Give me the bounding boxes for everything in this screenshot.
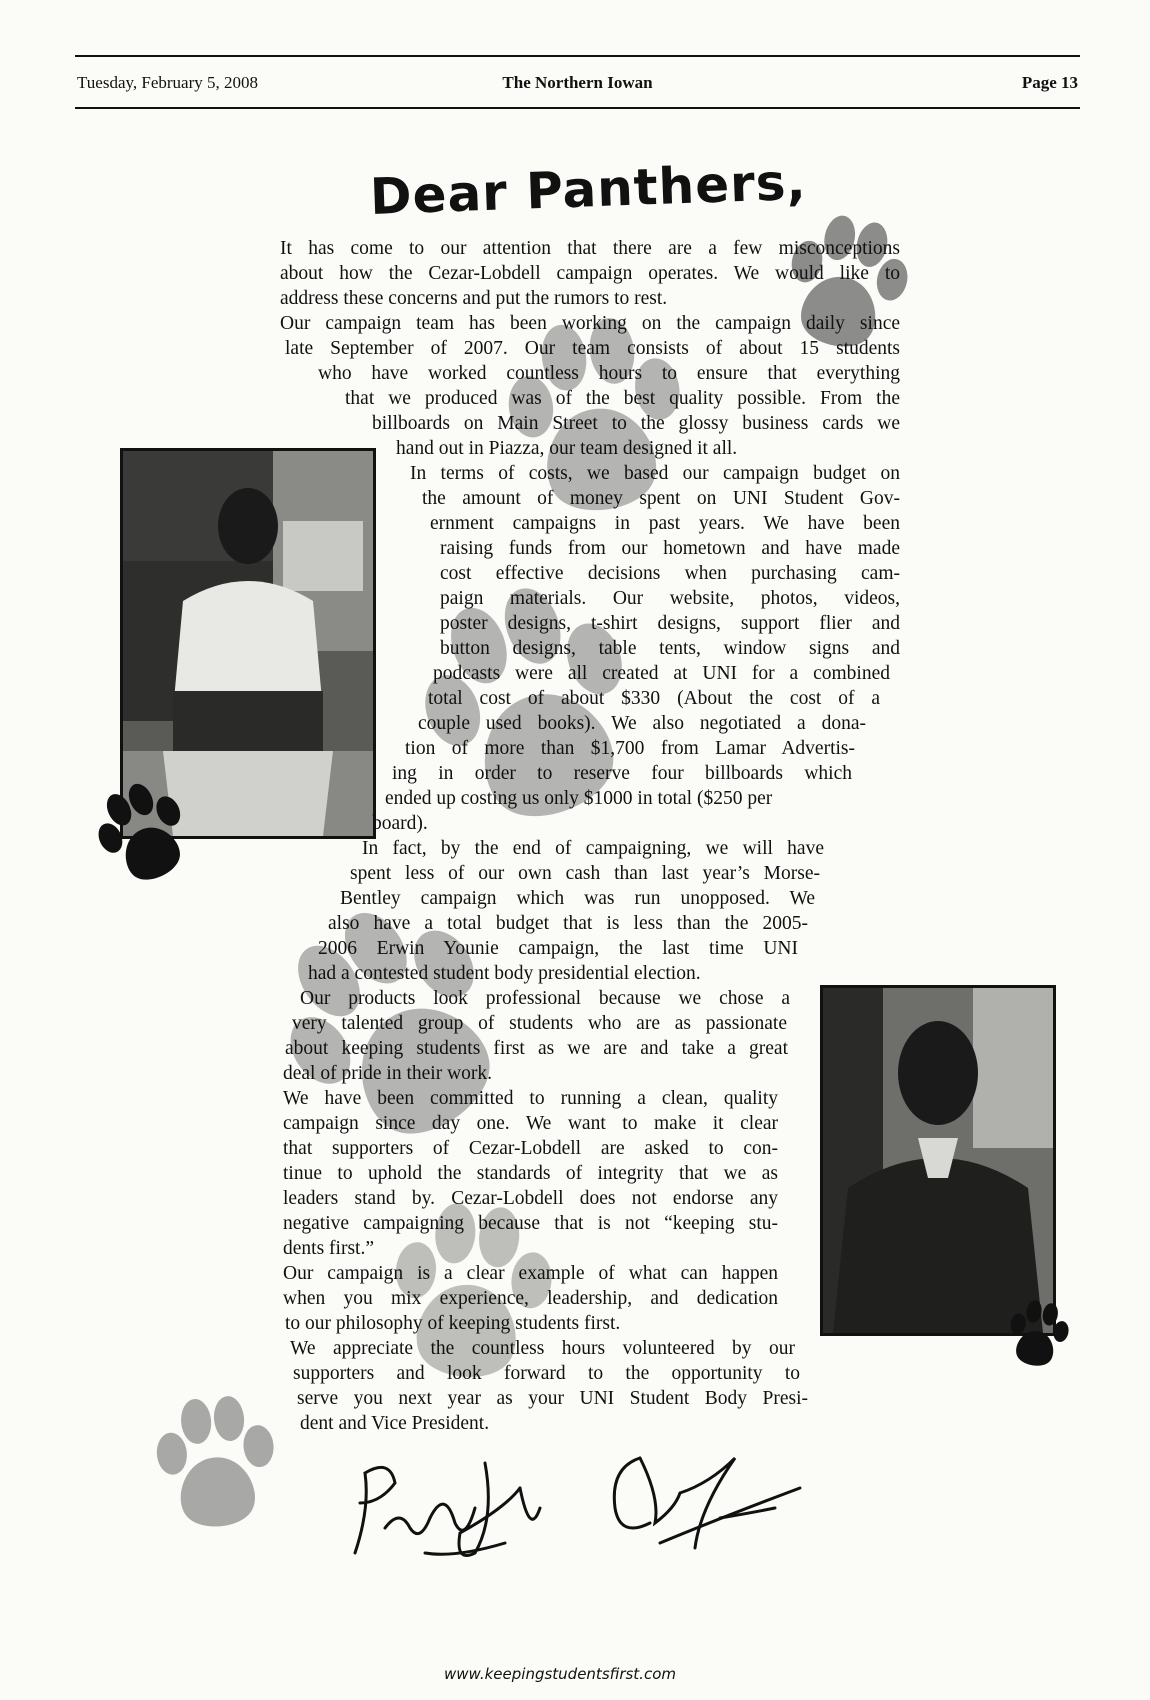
page-number: Page 13 bbox=[1021, 73, 1078, 92]
body-line: that we produced was of the best quality possible. From the bbox=[345, 388, 900, 409]
paw-print-icon bbox=[994, 1289, 1082, 1381]
body-line: dent and Vice President. bbox=[300, 1413, 490, 1434]
body-line: campaign since day one. We want to make it clear bbox=[283, 1113, 778, 1134]
body-line: who have worked countless hours to ensure that everything bbox=[318, 363, 900, 384]
body-line: Our campaign is a clear example of what can happen bbox=[283, 1263, 778, 1284]
body-line: podcasts were all created at UNI for a combined bbox=[433, 663, 890, 684]
body-line: raising funds from our hometown and have made bbox=[440, 538, 900, 559]
body-line: very talented group of students who are as passionate bbox=[292, 1013, 787, 1034]
candidate-photo bbox=[820, 985, 1056, 1336]
body-line: Our products look professional because we chose a bbox=[300, 988, 790, 1009]
body-line: supporters and look forward to the opportunity to bbox=[293, 1363, 800, 1384]
body-line: In fact, by the end of campaigning, we will have bbox=[362, 838, 824, 859]
body-line: ernment campaigns in past years. We have been bbox=[430, 513, 900, 534]
body-line: board). bbox=[372, 813, 428, 834]
body-line: hand out in Piazza, our team designed it all. bbox=[396, 438, 738, 459]
body-line: couple used books). We also negotiated a dona- bbox=[418, 713, 866, 734]
body-line: address these concerns and put the rumors to rest. bbox=[280, 288, 668, 309]
body-line: poster designs, t-shirt designs, support flier and bbox=[440, 613, 900, 634]
body-line: also have a total budget that is less than the 2005- bbox=[328, 913, 808, 934]
body-line: It has come to our attention that there are a few misconceptions bbox=[280, 238, 900, 259]
signature-lobdell bbox=[600, 1438, 810, 1563]
body-line: dents first.” bbox=[283, 1238, 374, 1259]
body-line: cost effective decisions when purchasing cam- bbox=[440, 563, 900, 584]
greeting-headline: Dear Panthers, bbox=[368, 152, 808, 226]
body-line: leaders stand by. Cezar-Lobdell does not endorse any bbox=[283, 1188, 778, 1209]
body-line: Our campaign team has been working on the campaign daily since bbox=[280, 313, 900, 334]
body-line: In terms of costs, we based our campaign budget on bbox=[410, 463, 900, 484]
body-line: serve you next year as your UNI Student Body Presi- bbox=[297, 1388, 808, 1409]
issue-date: Tuesday, February 5, 2008 bbox=[77, 73, 259, 92]
body-line: spent less of our own cash than last year’s Morse- bbox=[350, 863, 820, 884]
body-line: the amount of money spent on UNI Student Gov- bbox=[422, 488, 900, 509]
body-line: to our philosophy of keeping students first. bbox=[285, 1313, 621, 1334]
masthead bbox=[75, 55, 1080, 109]
signature-cezar bbox=[335, 1448, 555, 1568]
body-line: that supporters of Cezar-Lobdell are asked to con- bbox=[283, 1138, 778, 1159]
body-line: We appreciate the countless hours volunteered by our bbox=[290, 1338, 795, 1359]
body-line: billboards on Main Street to the glossy business cards we bbox=[372, 413, 900, 434]
body-line: had a contested student body presidential election. bbox=[308, 963, 701, 984]
body-line: tinue to uphold the standards of integrity that we as bbox=[283, 1163, 778, 1184]
body-line: button designs, table tents, window signs and bbox=[440, 638, 900, 659]
body-line: ing in order to reserve four billboards which bbox=[392, 763, 852, 784]
paw-print-icon bbox=[133, 1379, 296, 1551]
body-line: total cost of about $330 (About the cost of a bbox=[428, 688, 880, 709]
body-line: negative campaigning because that is not “keeping stu- bbox=[283, 1213, 778, 1234]
newspaper-name: The Northern Iowan bbox=[502, 73, 653, 92]
body-line: when you mix experience, leadership, and dedication bbox=[283, 1288, 778, 1309]
body-line: 2006 Erwin Younie campaign, the last time UNI bbox=[318, 938, 798, 959]
body-line: deal of pride in their work. bbox=[283, 1063, 493, 1084]
campaign-website: www.keepingstudentsfirst.com bbox=[444, 1665, 676, 1683]
body-line: Bentley campaign which was run unopposed. We bbox=[340, 888, 815, 909]
body-line: We have been committed to running a clean, quality bbox=[283, 1088, 778, 1109]
body-line: tion of more than $1,700 from Lamar Advertis- bbox=[405, 738, 855, 759]
body-line: about how the Cezar-Lobdell campaign operates. We would like to bbox=[280, 263, 900, 284]
body-line: late September of 2007. Our team consists of about 15 students bbox=[285, 338, 900, 359]
body-line: paign materials. Our website, photos, videos, bbox=[440, 588, 900, 609]
body-line: about keeping students first as we are and take a great bbox=[285, 1038, 788, 1059]
body-line: ended up costing us only $1000 in total ($250 per bbox=[385, 788, 773, 809]
